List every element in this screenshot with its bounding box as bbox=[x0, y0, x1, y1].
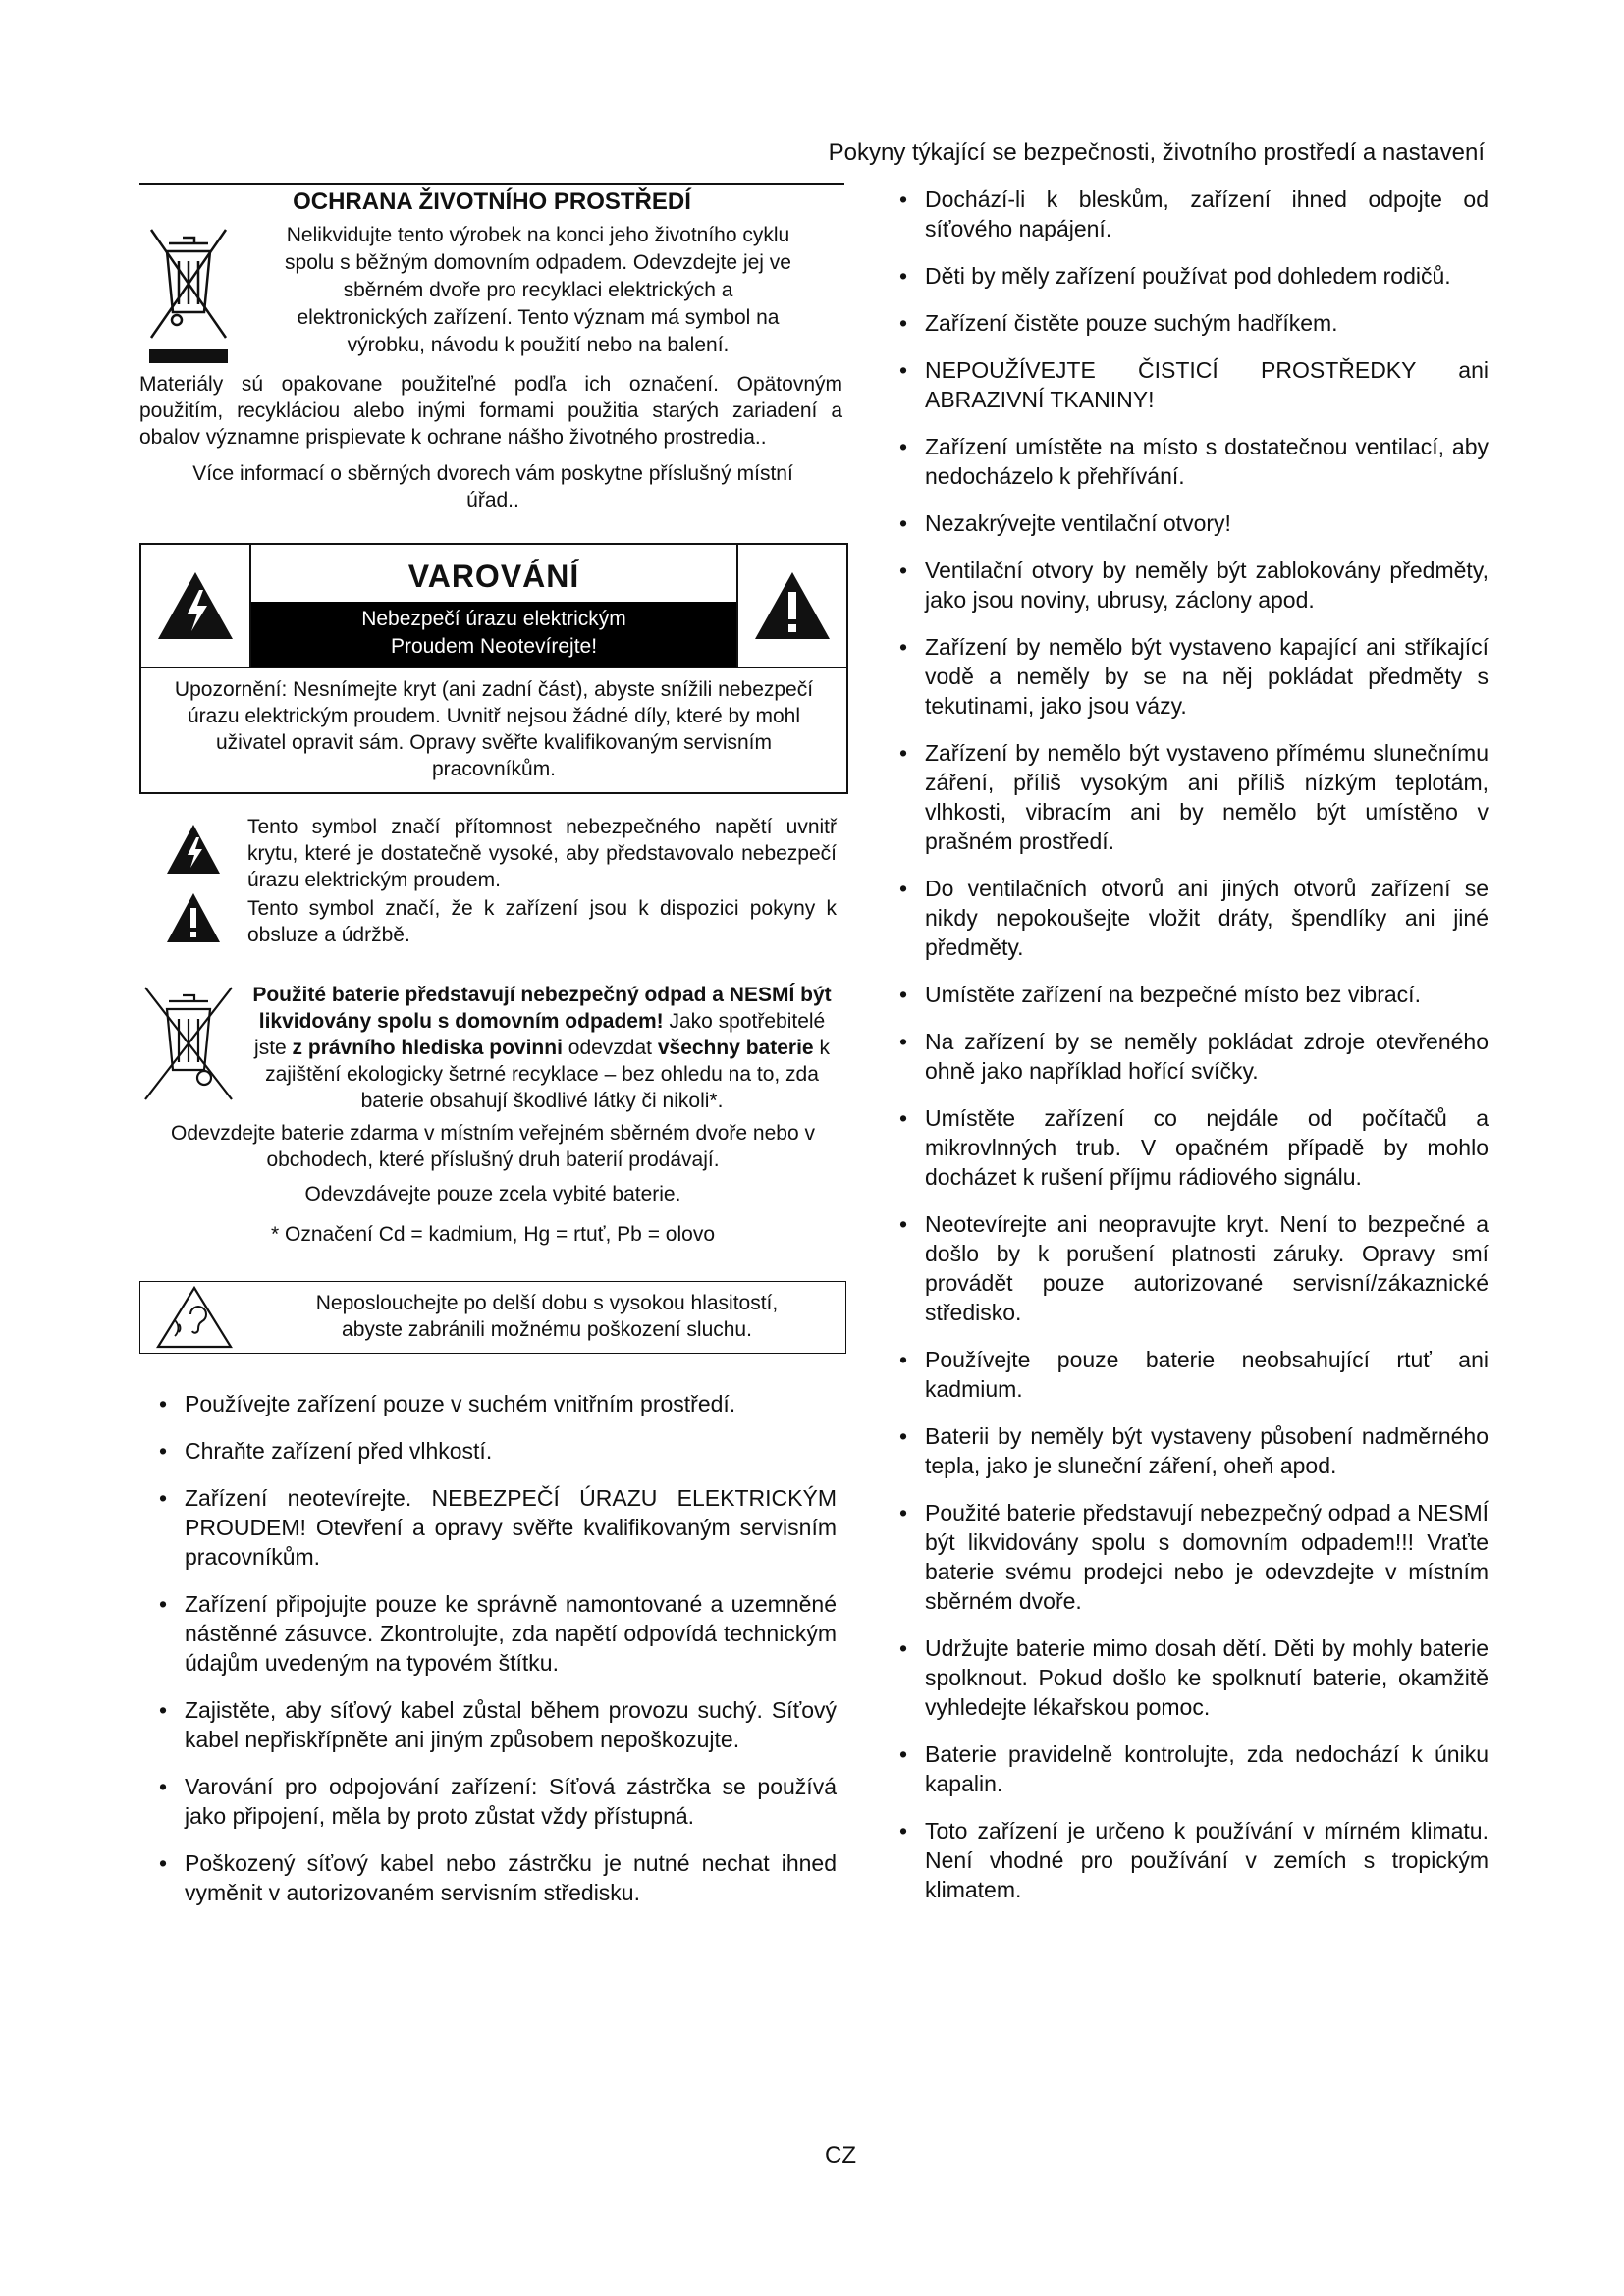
list-item: • Udržujte baterie mimo dosah dětí. Děti by mohly baterie spolknout. Pokud došlo ke spolknutí baterie, okamžitě vyhledejte lékařskou pomoc. bbox=[925, 1633, 1489, 1722]
list-item: • Toto zařízení je určeno k používání v mírném klimatu. Není vhodné pro používání v zemích s tropickým klimatem. bbox=[925, 1816, 1489, 1904]
list-item: • Zařízení umístěte na místo s dostatečnou ventilací, aby nedocházelo k přehřívání. bbox=[925, 432, 1489, 491]
list-item: • Zařízení připojujte pouze ke správně namontované a uzemněné nástěnné zásuvce. Zkontrolujte, zda napětí odpovídá technickým údajům uvedeným na typovém štítku. bbox=[185, 1589, 837, 1678]
list-item: • Na zařízení by se neměly pokládat zdroje otevřeného ohně jako například hořící svíčky. bbox=[925, 1027, 1489, 1086]
list-item: • Umístěte zařízení co nejdále od počítačů a mikrovlnných trub. V opačném případě by mohlo docházet k rušení příjmu rádiového signálu. bbox=[925, 1103, 1489, 1192]
list-item: • Nezakrývejte ventilační otvory! bbox=[925, 508, 1489, 538]
environment-line: spolu s běžným domovním odpadem. Odevzdejte jej ve bbox=[285, 251, 791, 274]
list-item: • Umístěte zařízení na bezpečné místo bez vibrací. bbox=[925, 980, 1489, 1009]
list-item: • Zařízení by nemělo být vystaveno kapající ani stříkající vodě a neměly by se na něj pokládat předměty s tekutinami, jako jsou vázy. bbox=[925, 632, 1489, 721]
lightning-symbol-icon bbox=[166, 824, 221, 875]
warning-body: Upozornění: Nesnímejte kryt (ani zadní část), abyste snížili nebezpečí úrazu elektrickým proudem. Uvnitř nejsou žádné díly, které by mohl uživatel opravit sám. Opravy svěřte kvalifikovaným servisním pracovníkům. bbox=[174, 678, 814, 780]
right-safety-list bbox=[868, 185, 1489, 1904]
more-info-paragraph: Více informací o sběrných dvorech vám poskytne příslušný místní úřad.. bbox=[192, 462, 793, 511]
environment-line: Nelikvidujte tento výrobek na konci jeho životního cyklu bbox=[286, 224, 790, 246]
list-item: • Děti by měly zařízení používat pod dohledem rodičů. bbox=[925, 261, 1489, 291]
left-safety-list bbox=[139, 1389, 837, 1907]
warning-box bbox=[139, 543, 848, 794]
list-item: • Neotevírejte ani neopravujte kryt. Není to bezpečné a došlo by k porušení platnosti záruky. Opravy smí provádět pouze autorizované servisní/zákaznické středisko. bbox=[925, 1209, 1489, 1327]
list-item: • Ventilační otvory by neměly být zablokovány předměty, jako jsou noviny, ubrusy, záclony apod. bbox=[925, 556, 1489, 614]
list-item: • Baterii by neměly být vystaveny působení nadměrného tepla, jako je sluneční záření, oheň apod. bbox=[925, 1421, 1489, 1480]
warning-header bbox=[141, 545, 846, 668]
battery-bold-1: Použité baterie představují nebezpečný odpad a NESMÍ být likvidovány spolu s domovním odpadem! bbox=[252, 984, 832, 1033]
battery-normal-1: Jako spotřebitelé jste bbox=[254, 1010, 826, 1059]
battery-note-text: * Označení Cd = kadmium, Hg = rtuť, Pb = olovo bbox=[270, 1223, 715, 1246]
right-column bbox=[868, 185, 1489, 1922]
list-item: • Použité baterie představují nebezpečný odpad a NESMÍ být likvidovány spolu s domovním odpadem!!! Vraťte baterie svému prodejci nebo je odevzdejte v místním sběrném dvoře. bbox=[925, 1498, 1489, 1616]
battery-return-text: Odevzdejte baterie zdarma v místním veřejném sběrném dvoře nebo v obchodech, které příslušný druh baterií prodávají. bbox=[171, 1122, 815, 1171]
environment-block bbox=[139, 222, 846, 369]
list-item: • Dochází-li k bleskům, zařízení ihned odpojte od síťového napájení. bbox=[925, 185, 1489, 243]
materials-paragraph: Materiály sú opakovane použiteľné podľa ich označení. Opätovným použitím, recykláciou alebo inými formami použitia starých zariadení a obalov významne prispievate k ochrane nášho životného prostredia.. bbox=[139, 373, 842, 449]
list-item: • Zařízení čistěte pouze suchým hadříkem. bbox=[925, 308, 1489, 338]
battery-disposal-block bbox=[139, 982, 846, 1114]
list-item: • Používejte zařízení pouze v suchém vnitřním prostředí. bbox=[185, 1389, 837, 1418]
hearing-line: abyste zabránili možnému poškození sluchu. bbox=[342, 1318, 752, 1341]
lightning-warning-icon bbox=[141, 545, 251, 667]
page-language-code: CZ bbox=[825, 2142, 856, 2168]
environment-line: výrobku, návodu k použití nebo na balení. bbox=[347, 334, 730, 356]
crossed-bin-battery-icon bbox=[139, 982, 247, 1114]
voltage-symbol-text: Tento symbol značí přítomnost nebezpečného napětí uvnitř krytu, které je dostatečně vysoké, aby představovalo nebezpečí úrazu elektrickým proudem. bbox=[247, 816, 837, 891]
hearing-warning-box bbox=[139, 1281, 846, 1354]
environment-line: elektronických zařízení. Tento význam má symbol na bbox=[297, 306, 780, 329]
battery-bold-2: z právního hlediska povinni bbox=[292, 1037, 563, 1059]
list-item: • Varování pro odpojování zařízení: Síťová zástrčka se používá jako připojení, měla by proto zůstat vždy přístupná. bbox=[185, 1772, 837, 1831]
list-item: • NEPOUŽÍVEJTE ČISTICÍ PROSTŘEDKY ani ABRAZIVNÍ TKANINY! bbox=[925, 355, 1489, 414]
symbols-explanation bbox=[139, 814, 846, 948]
warning-middle bbox=[251, 545, 736, 667]
instructions-symbol-text: Tento symbol značí, že k zařízení jsou k dispozici pokyny k obsluze a údržbě. bbox=[247, 897, 837, 946]
exclamation-symbol-icon bbox=[166, 892, 221, 943]
battery-empty-text: Odevzdávejte pouze zcela vybité baterie. bbox=[304, 1183, 681, 1205]
hearing-warning-text bbox=[248, 1282, 845, 1353]
warning-banner bbox=[251, 602, 736, 667]
hearing-line: Neposlouchejte po delší dobu s vysokou hlasitostí, bbox=[315, 1292, 779, 1314]
exclamation-warning-icon bbox=[736, 545, 846, 667]
symbol-icons bbox=[139, 814, 247, 948]
list-item: • Zajistěte, aby síťový kabel zůstal během provozu suchý. Síťový kabel nepřiskřípněte ani jiným způsobem nepoškozujte. bbox=[185, 1695, 837, 1754]
crossed-bin-icon bbox=[139, 222, 238, 369]
battery-normal-3: k zajištění ekologicky šetrné recyklace – bez ohledu na to, zda baterie obsahují škodlivé látky či nikoli*. bbox=[265, 1037, 830, 1112]
battery-normal-2: odevzdat bbox=[562, 1037, 658, 1059]
list-item: • Chraňte zařízení před vlhkostí. bbox=[185, 1436, 837, 1466]
list-item: • Do ventilačních otvorů ani jiných otvorů zařízení se nikdy nepokoušejte vložit dráty, špendlíky ani jiné předměty. bbox=[925, 874, 1489, 962]
environment-title: OCHRANA ŽIVOTNÍHO PROSTŘEDÍ bbox=[139, 183, 844, 216]
hearing-warning-icon bbox=[140, 1282, 248, 1353]
list-item: • Zařízení neotevírejte. NEBEZPEČÍ ÚRAZU ELEKTRICKÝM PROUDEM! Otevření a opravy svěřte kvalifikovaným servisním pracovníkům. bbox=[185, 1483, 837, 1572]
left-column bbox=[139, 183, 846, 1925]
warning-banner-line: Proudem Neotevírejte! bbox=[390, 635, 598, 658]
list-item: • Poškozený síťový kabel nebo zástrčku je nutné nechat ihned vyměnit v autorizovaném servisním středisku. bbox=[185, 1848, 837, 1907]
environment-line: sběrném dvoře pro recyklaci elektrických a bbox=[343, 279, 733, 301]
symbols-text bbox=[247, 814, 846, 948]
battery-bold-3: všechny baterie bbox=[657, 1037, 814, 1059]
list-item: • Používejte pouze baterie neobsahující rtuť ani kadmium. bbox=[925, 1345, 1489, 1404]
list-item: • Zařízení by nemělo být vystaveno přímému slunečnímu záření, příliš vysokým ani příliš nízkým teplotám, vlhkosti, vibracím ani by nemělo být umístěno v prašném prostředí. bbox=[925, 738, 1489, 856]
warning-banner-line: Nebezpečí úrazu elektrickým bbox=[361, 608, 626, 630]
battery-warning-text bbox=[247, 982, 846, 1114]
page-header-title: Pokyny týkající se bezpečnosti, životního prostředí a nastavení bbox=[828, 139, 1485, 166]
environment-text bbox=[238, 222, 846, 369]
warning-title: VAROVÁNÍ bbox=[407, 559, 580, 594]
list-item: • Baterie pravidelně kontrolujte, zda nedochází k úniku kapalin. bbox=[925, 1739, 1489, 1798]
